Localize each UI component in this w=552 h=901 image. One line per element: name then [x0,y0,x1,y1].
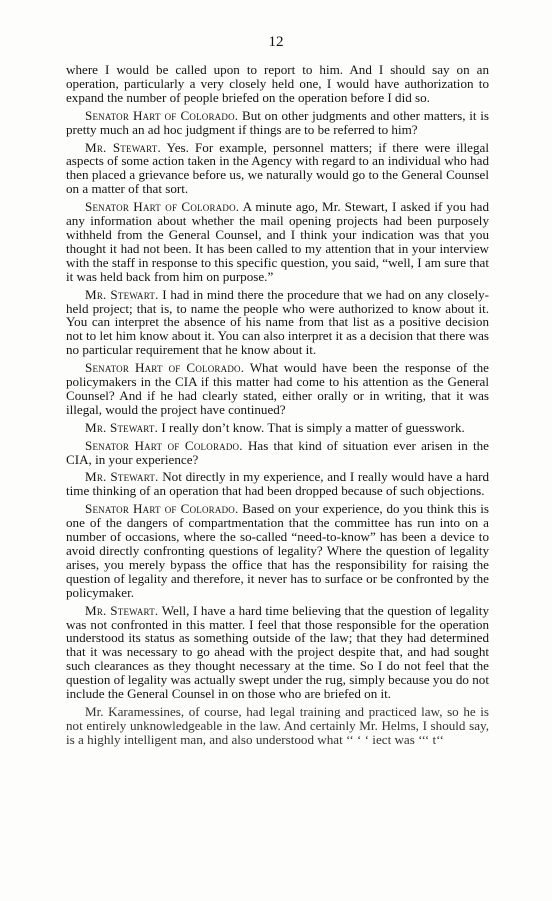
paragraph [66,470,489,498]
speaker-name: Mr. Stewart. [85,469,159,485]
speaker-name: Mr. Stewart. [85,602,159,618]
paragraph [66,421,489,435]
speaker-name: Mr. Stewart. [85,419,159,435]
paragraph-text: Well, I have a hard time believing that the question of legality was not confronted in this matter. I feel that those responsible for the operation understood its status as something outside of the law; that they had determined that it was necessary to go ahead with the project despite that, and had sought such clearances as they thought necessary at the time. So I do not feel that the question of legality was actually swept under the rug, simply because you do not include the General Counsel in on those who are briefed on it. [66,602,489,702]
paragraph [66,109,489,137]
body-text [66,63,489,751]
paragraph-text: I really don’t know. That is simply a matter of guesswork. [158,419,465,435]
paragraph [66,63,489,105]
paragraph-text: Yes. For example, personnel matters; if there were illegal aspects of some action taken in the Agency with regard to an individual who had then placed a grievance before us, we naturally would go to the General Counsel on a matter of that sort. [66,139,489,197]
speaker-name: Senator Hart of Colorado. [85,437,243,453]
speaker-name: Senator Hart of Colorado. [85,360,245,376]
paragraph-text: I had in mind there the procedure that we had on any closely-held project; that is, to name the people who were authorized to know about it. You can interpret the absence of his name from that list as a positive decision not to let him know about it. You can also interpret it as a decision that there was no particular requirement that he know about it. [66,286,489,358]
paragraph-text: Has that kind of situation ever arisen in the CIA, in your experience? [66,437,489,467]
paragraph-text: Not directly in my experience, and I really would have a hard time thinking of an operation that had been dropped because of such objections. [66,469,489,499]
paragraph-text: A minute ago, Mr. Stewart, I asked if you had any information about whether the mail opening projects had been purposely withheld from the General Counsel, and I think your indication was that you thought it had not been. It has been called to my attention that in your interview with the staff in response to this specific question, you said, “well, I am sure that it was held back from him on purpose.” [66,199,489,284]
paragraph [66,502,489,599]
speaker-name: Senator Hart of Colorado. [85,199,240,215]
speaker-name: Mr. Stewart. [85,139,161,155]
paragraph [66,200,489,283]
speaker-name: Senator Hart of Colorado. [85,107,239,123]
speaker-name: Senator Hart of Colorado. [85,501,239,517]
paragraph [66,705,489,747]
paragraph-text: Based on your experience, do you think this is one of the dangers of compartmentation that the committee has run into on a number of occasions, where the so-called “need-to-know” has been a device to avoid directly confronting questions of legality? Where the question of legality arises, you merely bypass the office that has the responsibility for raising the question of legality and therefore, it never has to surface or be confronted by the policymaker. [66,501,490,600]
paragraph [66,288,489,358]
paragraph-text: where I would be called upon to report to him. And I should say on an operation, particularly a very closely held one, I would have authorization to expand the number of people briefed on the operation before I did so. [66,62,489,105]
paragraph-text: Mr. Karamessines, of course, had legal training and practiced law, so he is not entirely unknowledgeable in the law. And certainly Mr. Helms, I should say, is a highly intelligent man, and also understood what ‘‘ ‘ ‘ iect was ‘‘‘ t‘‘ [66,703,489,747]
paragraph [66,604,489,701]
paragraph [66,439,489,467]
paragraph-text: But on other judgments and other matters, it is pretty much an ad hoc judgment if things are to be referred to him? [66,107,489,137]
page-number: 12 [268,34,284,50]
paragraph-text: What would have been the response of the policymakers in the CIA if this matter had come to his attention as the General Counsel? And if he had clearly stated, either orally or in writing, that it was illegal, would the project have continued? [66,360,489,417]
paragraph [66,361,489,417]
paragraph [66,141,489,197]
speaker-name: Mr. Stewart. [85,286,159,302]
